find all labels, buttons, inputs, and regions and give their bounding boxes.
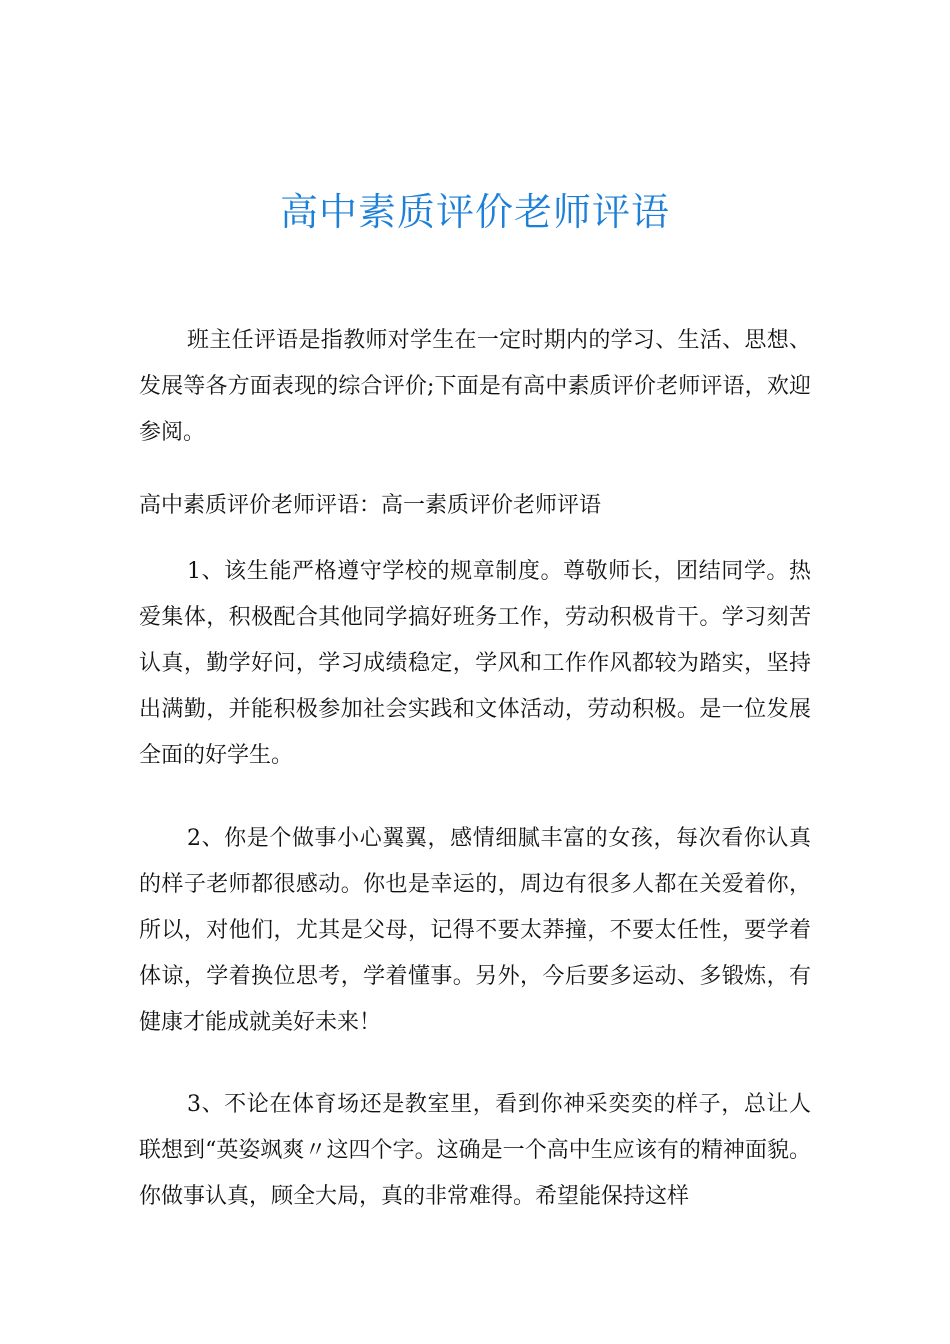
comment-item-2: 2、你是个做事小心翼翼，感情细腻丰富的女孩，每次看你认真的样子老师都很感动。你也是幸运的，周边有很多人都在关爱着你，所以，对他们，尤其是父母，记得不要太莽撞，不要太任性，要学着体谅，学着换位思考，学着懂事。另外，今后要多运动、多锻炼，有健康才能成就美好未来！ (139, 826, 811, 1035)
section-subheading: 高中素质评价老师评语：高一素质评价老师评语 (139, 493, 602, 518)
intro-paragraph: 班主任评语是指教师对学生在一定时期内的学习、生活、思想、发展等各方面表现的综合评价;下面是有高中素质评价老师评语，欢迎参阅。 (139, 328, 811, 445)
page-title: 高中素质评价老师评语 (279, 190, 670, 234)
comment-item-3: 3、不论在体育场还是教室里，看到你神采奕奕的样子，总让人联想到“英姿飒爽〃这四个字。这确是一个高中生应该有的精神面貌。你做事认真，顾全大局，真的非常难得。希望能保持这样 (139, 1092, 811, 1209)
comment-item-1: 1、该生能严格遵守学校的规章制度。尊敬师长，团结同学。热爱集体，积极配合其他同学搞好班务工作，劳动积极肯干。学习刻苦认真，勤学好问，学习成绩稳定，学风和工作作风都较为踏实，坚持出满勤，并能积极参加社会实践和文体活动，劳动积极。是一位发展全面的好学生。 (139, 559, 811, 768)
